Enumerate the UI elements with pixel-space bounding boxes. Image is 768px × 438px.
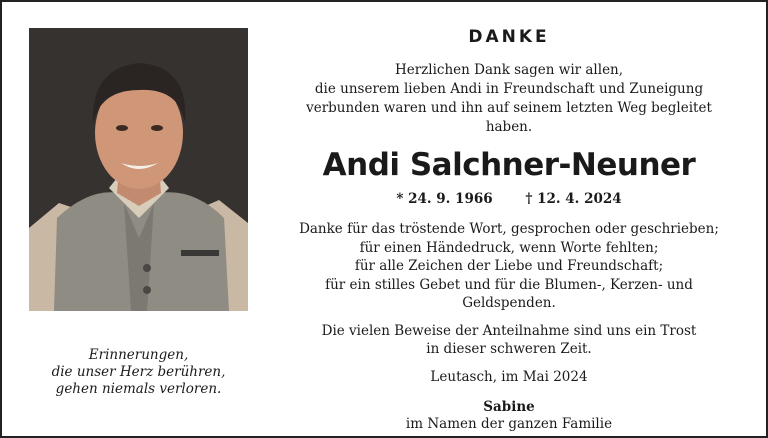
- deceased-name: Andi Salchner-Neuner: [322, 147, 696, 183]
- memorial-quote: [29, 347, 248, 398]
- consolation-line: in dieser schweren Zeit.: [426, 341, 592, 357]
- place-date: Leutasch, im Mai 2024: [430, 368, 588, 385]
- consolation-line: Die vielen Beweise der Anteilnahme sind uns ein Trost: [321, 322, 697, 339]
- birth-date: * 24. 9. 1966: [396, 191, 493, 207]
- intro-paragraph: [284, 61, 734, 137]
- signature-name: Sabine: [483, 398, 535, 415]
- portrait-illustration: [29, 28, 248, 311]
- thanks-line: Geldspenden.: [462, 295, 556, 311]
- thanks-line: Danke für das tröstende Wort, gesprochen oder geschrieben;: [299, 221, 719, 237]
- intro-line: die unserem lieben Andi in Freundschaft und Zuneigung: [314, 81, 704, 97]
- portrait-photo: [29, 28, 248, 311]
- thanks-line: für ein stilles Gebet und für die Blumen-, Kerzen- und: [325, 276, 693, 293]
- text-column: [284, 24, 734, 432]
- quote-line: Erinnerungen,: [88, 347, 189, 363]
- life-dates: [284, 191, 734, 207]
- thanks-paragraph: [284, 220, 734, 313]
- consolation-paragraph: [284, 322, 734, 359]
- quote-line: gehen niemals verloren.: [55, 381, 222, 397]
- intro-line: Herzlichen Dank sagen wir allen,: [394, 62, 624, 78]
- thanks-line: für einen Händedruck, wenn Worte fehlten;: [359, 239, 659, 256]
- intro-line: verbunden waren und ihn auf seinem letzten Weg begleitet haben.: [306, 100, 712, 135]
- quote-line: die unser Herz berühren,: [51, 364, 226, 380]
- thanks-line: für alle Zeichen der Liebe und Freundschaft;: [354, 258, 664, 274]
- signature-subline: im Namen der ganzen Familie: [405, 415, 613, 432]
- death-date: † 12. 4. 2024: [525, 191, 622, 207]
- heading: DANKE: [468, 27, 550, 47]
